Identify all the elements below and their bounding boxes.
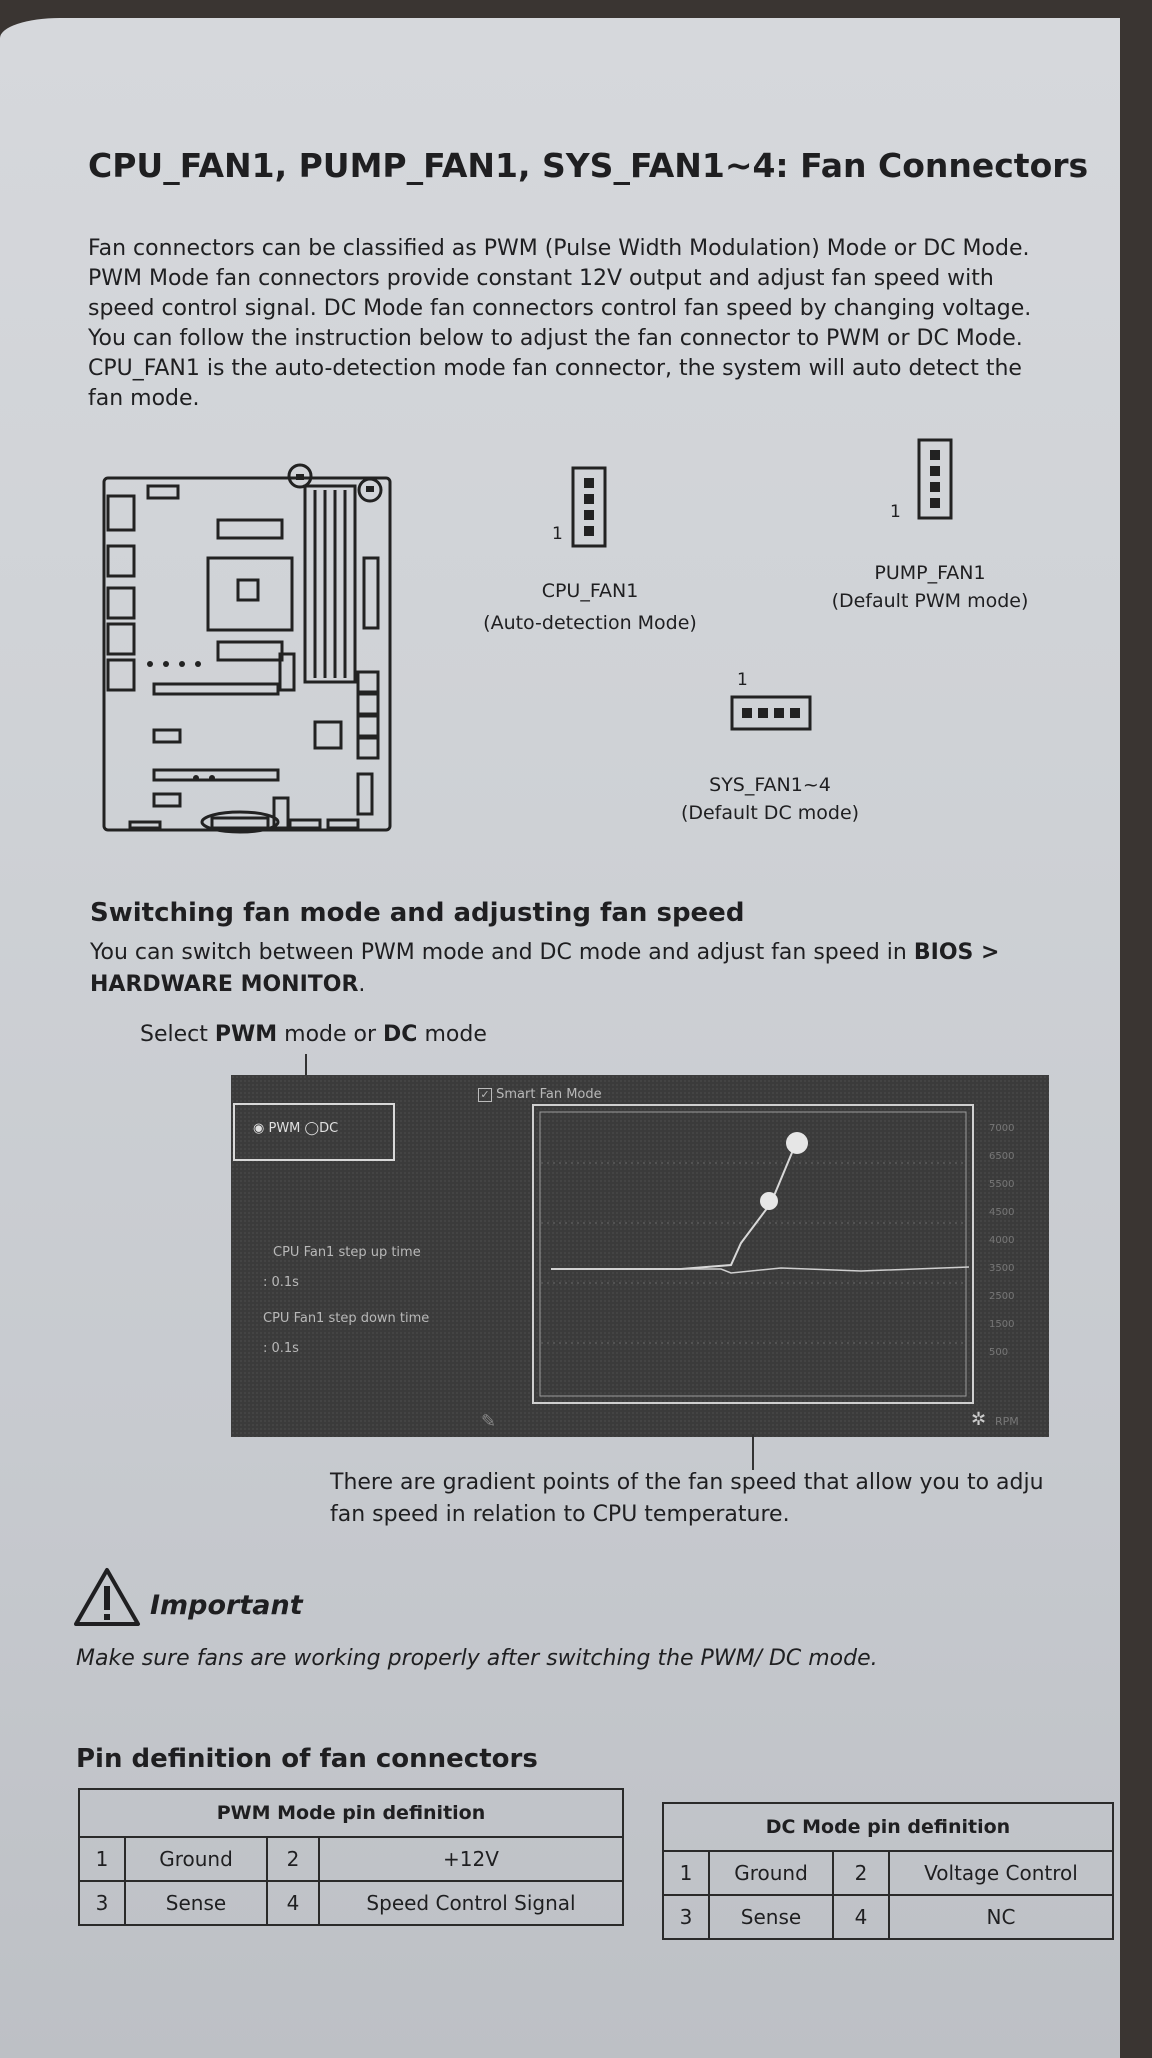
table-row: 1 Ground 2 +12V [79, 1837, 623, 1881]
step-up-value[interactable]: : 0.1s [263, 1275, 299, 1290]
gradient-caption-line: There are gradient points of the fan speed that allow you to adju [330, 1470, 1044, 1495]
pump-fan-name: PUMP_FAN1 [874, 562, 986, 584]
step-down-value[interactable]: : 0.1s [263, 1341, 299, 1356]
intro-line: fan mode. [88, 386, 200, 411]
step-up-label: CPU Fan1 step up time [273, 1245, 421, 1260]
dc-pin-table [662, 1802, 1114, 1940]
motherboard-diagram [100, 438, 400, 838]
warning-icon [72, 1566, 142, 1628]
intro-line: speed control signal. DC Mode fan connectors control fan speed by changing voltage. [88, 296, 1032, 321]
sys-fan-name: SYS_FAN1~4 [709, 774, 831, 796]
smart-fan-checkbox[interactable]: ✓ Smart Fan Mode [478, 1087, 602, 1102]
pins-title: Pin definition of fan connectors [76, 1744, 538, 1774]
gradient-point[interactable] [786, 1132, 808, 1154]
step-down-label: CPU Fan1 step down time [263, 1311, 430, 1326]
intro-line: You can follow the instruction below to adjust the fan connector to PWM or DC Mode. [88, 326, 1023, 351]
cpu-fan-name: CPU_FAN1 [541, 580, 639, 602]
intro-paragraph [88, 234, 1108, 414]
cpu-fan-connector-icon [570, 466, 610, 550]
cpu-fan-mode: (Auto-detection Mode) [483, 612, 697, 634]
intro-line: PWM Mode fan connectors provide constant 12V output and adjust fan speed with [88, 266, 994, 291]
intro-line: CPU_FAN1 is the auto-detection mode fan connector, the system will auto detect the [88, 356, 1022, 381]
gradient-caption-line: fan speed in relation to CPU temperature. [330, 1502, 790, 1527]
sys-fan-connector-icon [730, 694, 814, 734]
fan-icon: ✲ [971, 1409, 987, 1430]
pump-fan-connector-icon [916, 438, 956, 522]
manual-page [0, 18, 1120, 2058]
callout-line [752, 1434, 754, 1470]
table-row: 3 Sense 4 Speed Control Signal [79, 1881, 623, 1925]
table-row: 1 Ground 2 Voltage Control [663, 1851, 1113, 1895]
bios-fan-screenshot [231, 1075, 1049, 1437]
pump-fan-mode: (Default PWM mode) [831, 590, 1029, 612]
section-title: CPU_FAN1, PUMP_FAN1, SYS_FAN1~4: Fan Connectors [88, 146, 1089, 185]
important-text: Make sure fans are working properly after switching the PWM/ DC mode. [76, 1646, 878, 1671]
sys-fan-mode: (Default DC mode) [680, 802, 860, 824]
intro-line: Fan connectors can be classified as PWM (Pulse Width Modulation) Mode or DC Mode. [88, 236, 1030, 261]
switching-text: You can switch between PWM mode and DC mode and adjust fan speed in BIOS > [90, 940, 1000, 965]
pwm-pin-table [78, 1788, 624, 1926]
rpm-unit: RPM [995, 1415, 1019, 1428]
tool-icon[interactable]: ✎ [481, 1411, 497, 1432]
pin-one-label: 1 [737, 670, 748, 690]
select-mode-caption: Select PWM mode or DC mode [140, 1022, 487, 1047]
dc-radio[interactable]: ◯DC [304, 1121, 339, 1136]
gradient-point[interactable] [760, 1192, 778, 1210]
pin-one-label: 1 [552, 524, 563, 544]
pin-one-label: 1 [890, 502, 901, 522]
dc-table-title: DC Mode pin definition [663, 1803, 1113, 1851]
important-title: Important [150, 1590, 303, 1621]
mode-radio-group [253, 1121, 338, 1136]
switching-title: Switching fan mode and adjusting fan speed [90, 898, 745, 928]
pwm-table-title: PWM Mode pin definition [79, 1789, 623, 1837]
fan-curve-graph[interactable] [531, 1103, 1031, 1409]
pwm-radio[interactable]: ◉ PWM [253, 1121, 301, 1136]
switching-path: HARDWARE MONITOR. [90, 972, 366, 997]
table-row: 3 Sense 4 NC [663, 1895, 1113, 1939]
rpm-axis: 7000 6500 5500 4500 4000 3500 2500 1500 500 [989, 1123, 1015, 1358]
